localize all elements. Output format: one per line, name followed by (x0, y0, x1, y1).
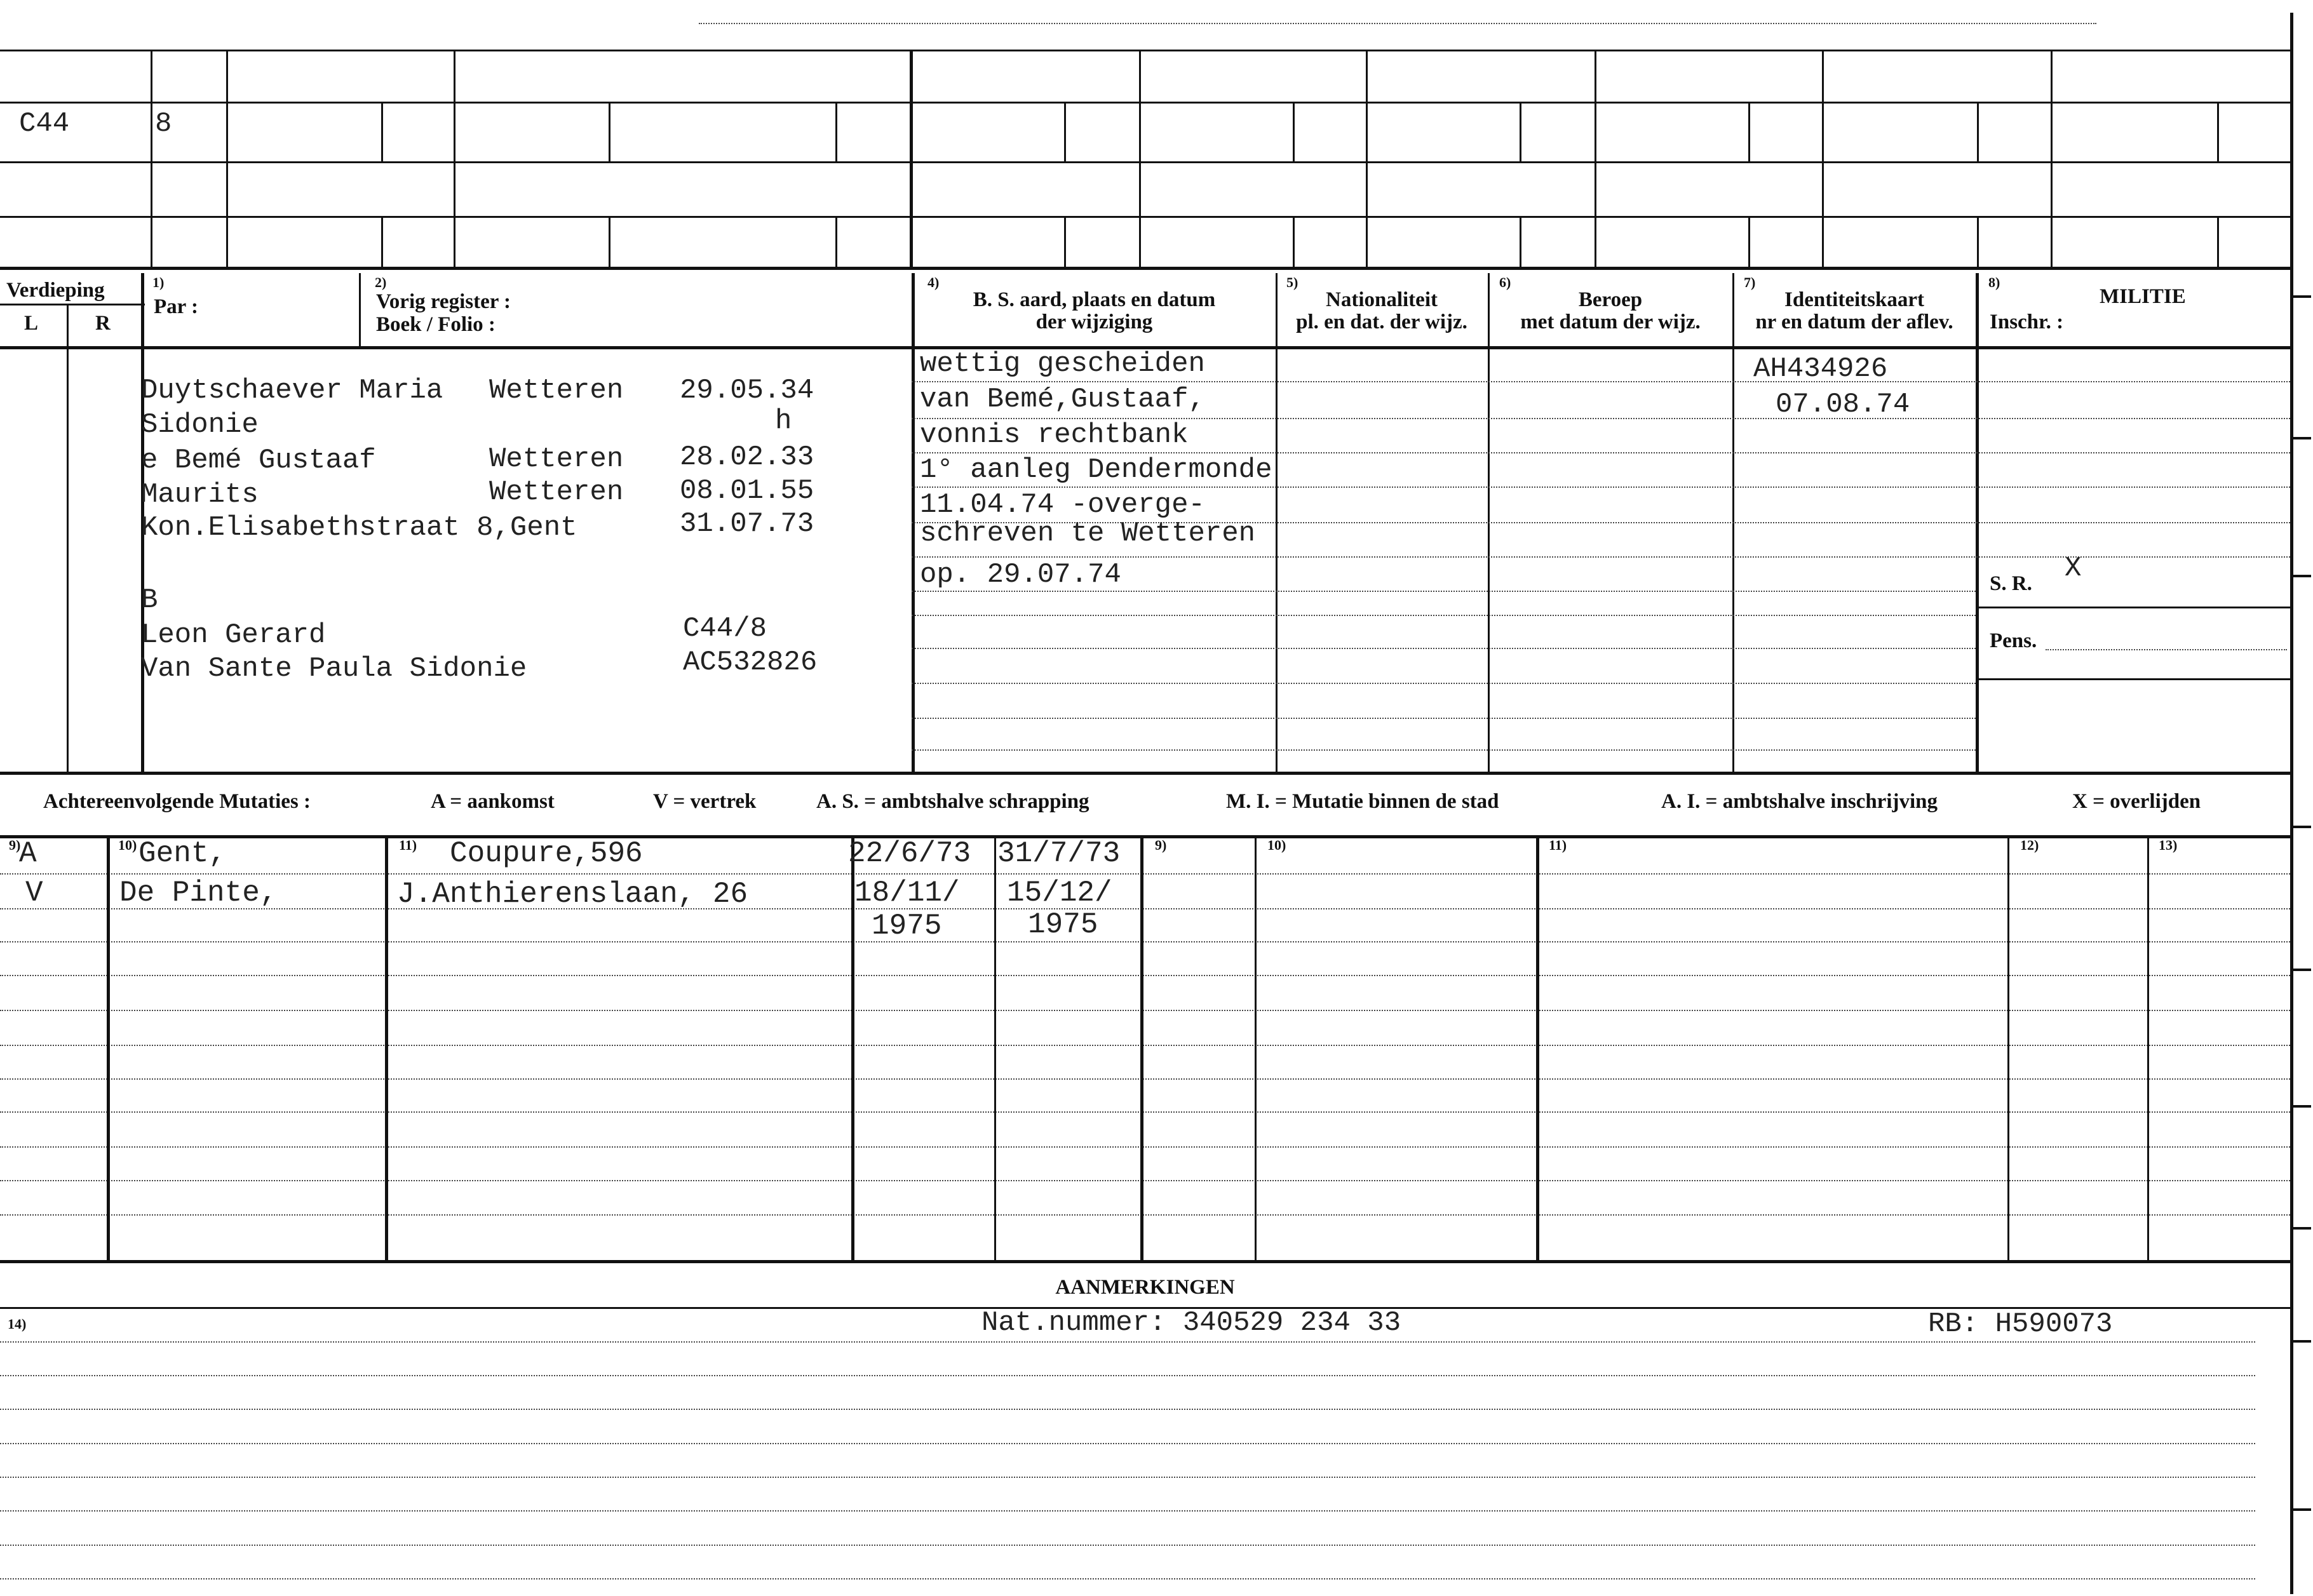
mutation-date-2: 15/12/ (1007, 876, 1112, 909)
col-13-number: 13) (2159, 837, 2178, 853)
col-1-number: 1) (152, 274, 165, 290)
col-6-number: 6) (1499, 274, 1511, 290)
col-l-label: L (24, 312, 39, 335)
bs-entry-line: 1° aanleg Dendermonde (920, 454, 1272, 486)
mutation-city: Gent, (138, 837, 227, 870)
par-label: Par : (154, 295, 198, 318)
person-place: Wetteren (489, 476, 624, 508)
nationaliteit-line2: pl. en dat. der wijz. (1296, 311, 1467, 333)
bs-entry-line: van Bemé,Gustaaf, (920, 384, 1205, 415)
militie-label: MILITIE (2100, 285, 2186, 308)
legend-x: X = overlijden (2072, 790, 2201, 813)
bs-entry-line: wettig gescheiden (920, 348, 1205, 380)
person-name: Maurits (141, 479, 259, 511)
sr-label: S. R. (1990, 572, 2032, 595)
mutation-city: De Pinte, (119, 876, 278, 909)
person-name: Leon Gerard (141, 619, 326, 651)
legend-v: V = vertrek (653, 790, 757, 813)
inschr-label: Inschr. : (1990, 311, 2064, 333)
beroep-line2: met datum der wijz. (1520, 311, 1701, 333)
col-12-number: 12) (2020, 837, 2039, 853)
col-5-number: 5) (1286, 274, 1298, 290)
id-card-number: AH434926 (1753, 353, 1888, 385)
id-card-date: 07.08.74 (1776, 389, 1910, 420)
col-10-number: 10) (118, 837, 137, 853)
col-14-number: 14) (8, 1316, 27, 1332)
col-10-number-right: 10) (1267, 837, 1286, 853)
national-number: Nat.nummer: 340529 234 33 (981, 1307, 1401, 1339)
col-8-number: 8) (1988, 274, 2000, 290)
mutation-date-1: 1975 (872, 909, 942, 942)
col-4-number: 4) (927, 274, 940, 290)
col-9-number-right: 9) (1155, 837, 1167, 853)
col-11-number-right: 11) (1549, 837, 1567, 853)
boek-folio-label: Boek / Folio : (376, 313, 496, 336)
person-date: 29.05.34 (680, 375, 814, 406)
register-code: C44 (19, 108, 70, 140)
col-11-number: 11) (399, 837, 417, 853)
mutation-date-1: 22/6/73 (848, 837, 971, 870)
bs-header-line1: B. S. aard, plaats en datum (973, 288, 1216, 311)
person-date: AC532826 (683, 647, 818, 678)
legend-as: A. S. = ambtshalve schrapping (816, 790, 1089, 813)
mutation-date-2: 31/7/73 (997, 837, 1121, 870)
person-date: C44/8 (683, 613, 767, 645)
mutation-address: J.Anthierenslaan, 26 (397, 878, 748, 911)
col-2-number: 2) (375, 274, 387, 290)
mutation-type: A (19, 837, 37, 870)
bs-entry-line: op. 29.07.74 (920, 559, 1121, 591)
legend-mi: M. I. = Mutatie binnen de stad (1226, 790, 1499, 813)
register-number: 8 (155, 108, 172, 140)
person-date: 08.01.55 (680, 475, 814, 507)
top-stray-line (699, 23, 2096, 24)
col-7-number: 7) (1744, 274, 1756, 290)
mutation-date-2: 1975 (1028, 908, 1098, 941)
person-place: Wetteren (489, 375, 624, 406)
person-name: Kon.Elisabethstraat 8,Gent (141, 512, 577, 544)
sr-value: X (2065, 553, 2082, 584)
person-date: h (775, 405, 792, 437)
person-name: Duytschaever Maria (141, 375, 443, 406)
mutation-date-1: 18/11/ (854, 876, 960, 909)
person-name: Van Sante Paula Sidonie (141, 653, 527, 685)
person-name: e Bemé Gustaaf (141, 445, 376, 476)
person-name: B (141, 584, 158, 616)
vorig-register-label: Vorig register : (376, 290, 511, 313)
person-name: Sidonie (141, 409, 259, 441)
bs-entry-line: 11.04.74 -overge- (920, 489, 1205, 521)
identiteitskaart-line1: Identiteitskaart (1784, 288, 1924, 311)
col-r-label: R (95, 312, 111, 335)
person-date: 28.02.33 (680, 441, 814, 473)
pens-label: Pens. (1990, 629, 2037, 652)
nationaliteit-line1: Nationaliteit (1326, 288, 1438, 311)
identiteitskaart-line2: nr en datum der aflev. (1755, 311, 1953, 333)
col-9-number: 9) (9, 837, 21, 853)
legend-title: Achtereenvolgende Mutaties : (43, 790, 311, 813)
verdieping-label: Verdieping (6, 279, 105, 302)
beroep-line1: Beroep (1578, 288, 1643, 311)
bs-entry-line: schreven te Wetteren (920, 518, 1256, 549)
bs-entry-line: vonnis rechtbank (920, 419, 1189, 451)
rb-number: RB: H590073 (1928, 1308, 2113, 1340)
legend-ai: A. I. = ambtshalve inschrijving (1661, 790, 1938, 813)
bs-header-line2: der wijziging (1035, 311, 1153, 333)
remarks-title: AANMERKINGEN (1055, 1276, 1235, 1299)
legend-a: A = aankomst (431, 790, 555, 813)
mutation-address: Coupure,596 (450, 837, 643, 870)
mutation-type: V (25, 876, 43, 909)
person-date: 31.07.73 (680, 508, 814, 540)
person-place: Wetteren (489, 443, 624, 475)
